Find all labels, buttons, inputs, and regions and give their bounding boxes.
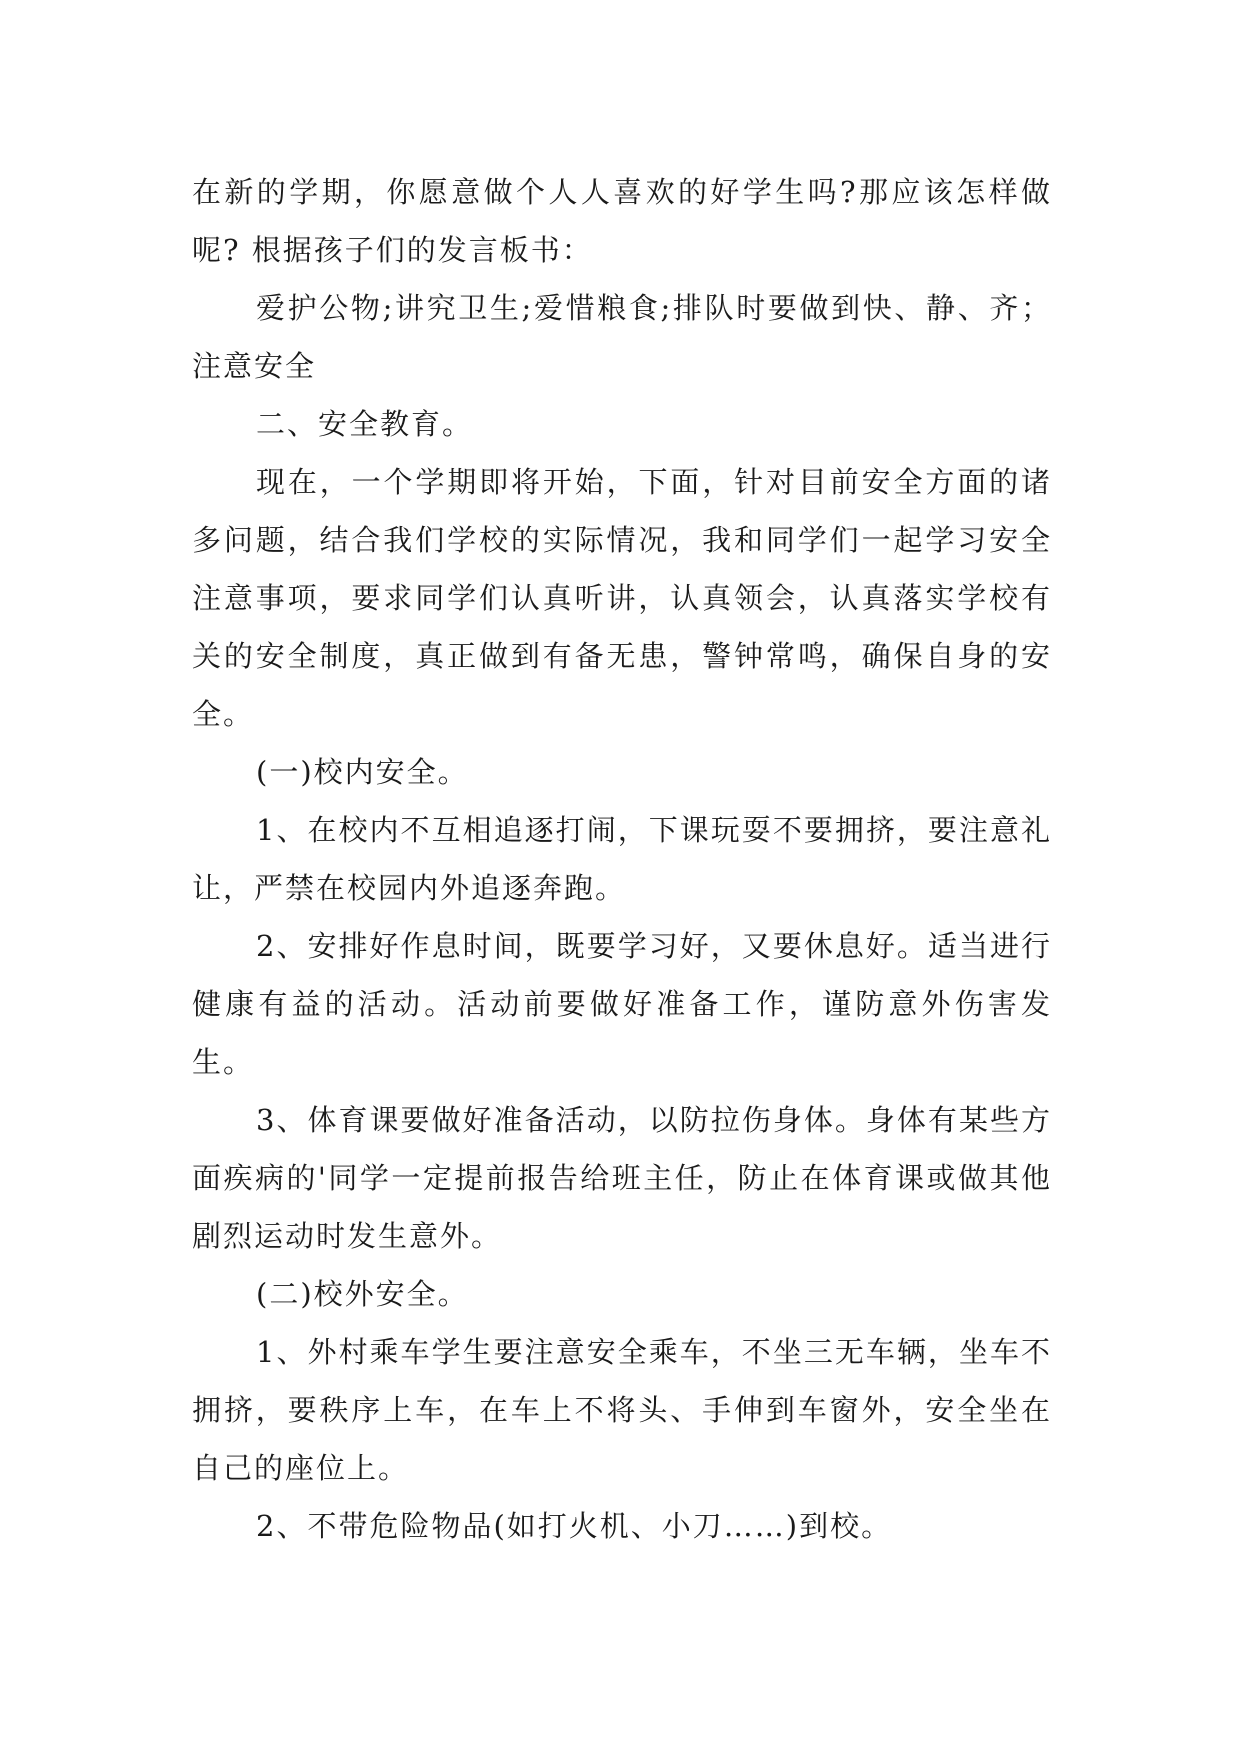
paragraph: 爱护公物;讲究卫生;爱惜粮食;排队时要做到快、静、齐； 注意安全 — [192, 291, 1052, 383]
document-body — [192, 163, 1052, 1555]
list-item: 2、安排好作息时间，既要学习好，又要休息好。适当进行健康有益的活动。活动前要做好准备工作，谨防意外伤害发生。 — [192, 929, 1052, 1079]
list-item: 1、在校内不互相追逐打闹，下课玩耍不要拥挤，要注意礼让，严禁在校园内外追逐奔跑。 — [192, 813, 1052, 905]
section-heading: 二、安全教育。 — [256, 407, 474, 441]
paragraph: 在新的学期，你愿意做个人人喜欢的好学生吗?那应该怎样做呢? 根据孩子们的发言板书： — [192, 175, 1052, 267]
list-item: 1、外村乘车学生要注意安全乘车，不坐三无车辆，坐车不拥挤，要秩序上车，在车上不将头、手伸到车窗外，安全坐在自己的座位上。 — [192, 1335, 1052, 1485]
subsection-heading: (一)校内安全。 — [256, 755, 469, 789]
list-item: 2、不带危险物品(如打火机、小刀……)到校。 — [256, 1509, 893, 1543]
list-item: 3、体育课要做好准备活动，以防拉伤身体。身体有某些方面疾病的'同学一定提前报告给班主任，防止在体育课或做其他剧烈运动时发生意外。 — [192, 1103, 1052, 1253]
paragraph: 现在，一个学期即将开始，下面，针对目前安全方面的诸多问题，结合我们学校的实际情况，我和同学们一起学习安全注意事项，要求同学们认真听讲，认真领会，认真落实学校有关的安全制度，真正做到有备无患，警钟常鸣，确保自身的安全。 — [192, 465, 1052, 731]
subsection-heading: (二)校外安全。 — [256, 1277, 469, 1311]
